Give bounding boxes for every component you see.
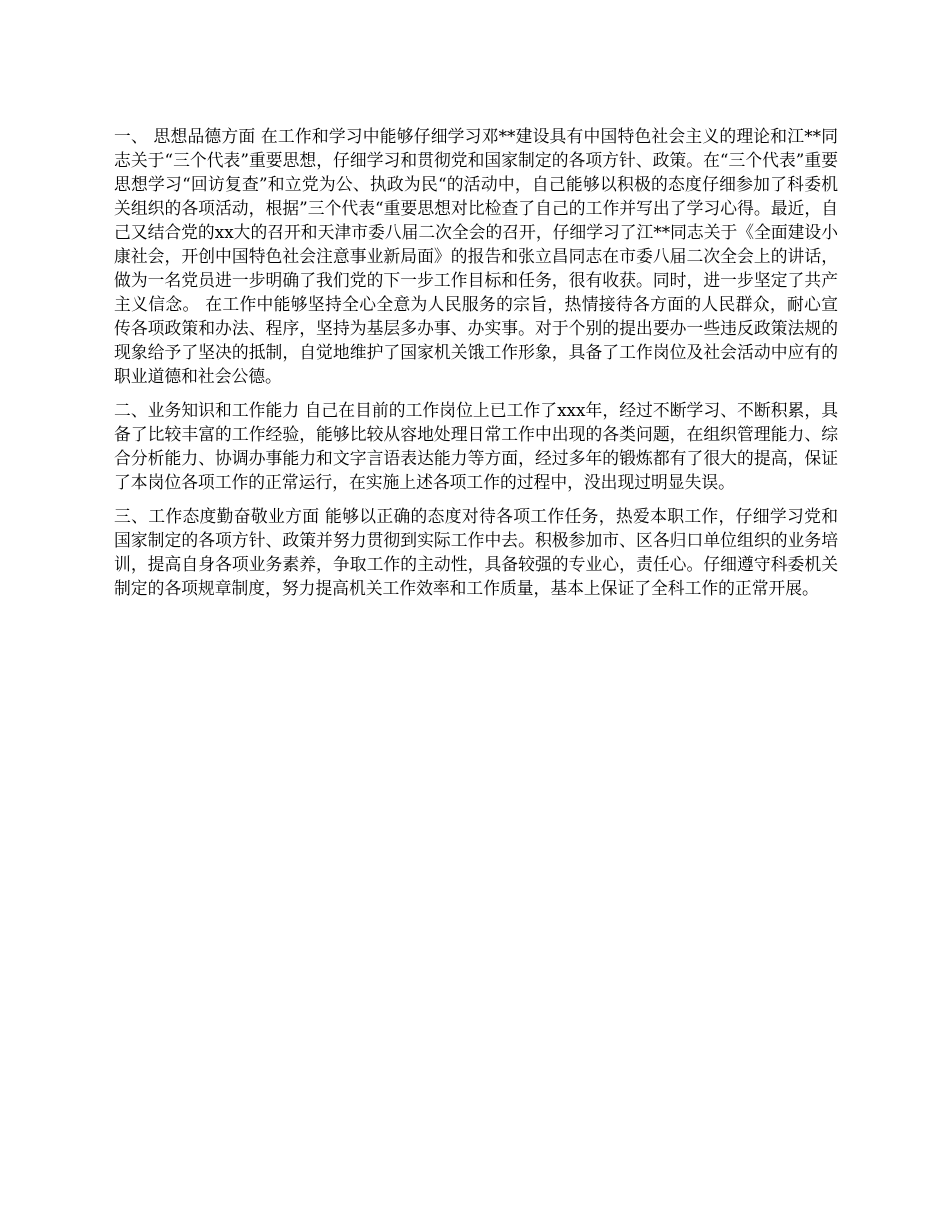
- paragraph-ideology: 一、 思想品德方面 在工作和学习中能够仔细学习邓**建设具有中国特色社会主义的理论和江**同志关于“三个代表”重要思想，仔细学习和贯彻党和国家制定的各项方针、政策。在“三个代表”重要思想学习“回访复查”和立党为公、执政为民“的活动中，自己能够以积极的态度仔细参加了科委机关组织的各项活动，根据”三个代表“重要思想对比检查了自己的工作并写出了学习心得。最近，自己又结合党的xx大的召开和天津市委八届二次全会的召开，仔细学习了江**同志关于《全面建设小康社会，开创中国特色社会注意事业新局面》的报告和张立昌同志在市委八届二次全会上的讲话，做为一名党员进一步明确了我们党的下一步工作目标和任务，很有收获。同时，进一步坚定了共产主义信念。 在工作中能够坚持全心全意为人民服务的宗旨，热情接待各方面的人民群众，耐心宣传各项政策和办法、程序，坚持为基层多办事、办实事。对于个别的提出要办一些违反政策法规的现象给予了坚决的抵制，自觉地维护了国家机关饿工作形象，具备了工作岗位及社会活动中应有的职业道德和社会公德。: [114, 126, 838, 386]
- document-body: [114, 124, 838, 610]
- paragraph-work-attitude: 三、工作态度勤奋敬业方面 能够以正确的态度对待各项工作任务，热爱本职工作，仔细学习党和国家制定的各项方针、政策并努力贯彻到实际工作中去。积极参加市、区各归口单位组织的业务培训，提高自身各项业务素养，争取工作的主动性，具备较强的专业心，责任心。仔细遵守科委机关制定的各项规章制度，努力提高机关工作效率和工作质量，基本上保证了全科工作的正常开展。: [114, 506, 838, 598]
- paragraph-business-knowledge: 二、业务知识和工作能力 自己在目前的工作岗位上已工作了xxx年，经过不断学习、不断积累，具备了比较丰富的工作经验，能够比较从容地处理日常工作中出现的各类问题，在组织管理能力、综合分析能力、协调办事能力和文字言语表达能力等方面，经过多年的锻炼都有了很大的提高，保证了本岗位各项工作的正常运行，在实施上述各项工作的过程中，没出现过明显失误。: [114, 400, 838, 492]
